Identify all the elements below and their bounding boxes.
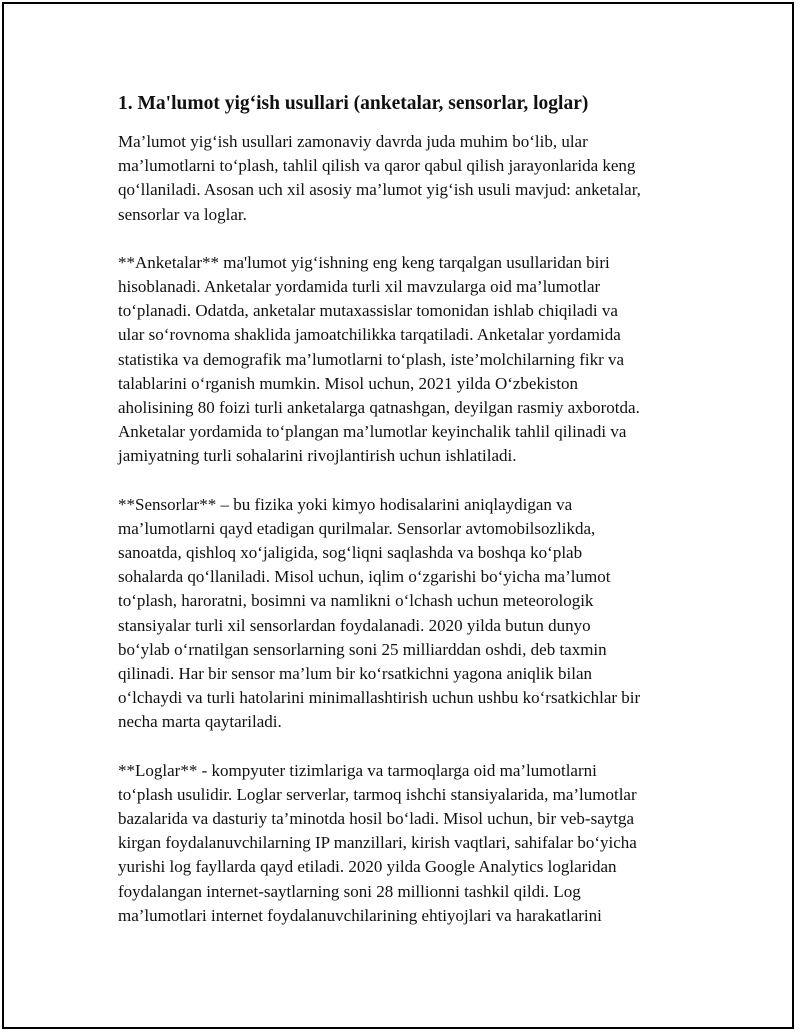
text-line: stansiyalar turli xil sensorlardan foydalanadi. 2020 yilda butun dunyo — [118, 615, 591, 635]
text-line: Ma’lumot yig‘ish usullari zamonaviy davrda juda muhim bo‘lib, ular — [118, 132, 588, 151]
text-line: bazalarida va dasturiy ta’minotda hosil bo‘ladi. Misol uchun, bir veb-saytga — [118, 809, 635, 829]
text-line: ma’lumotlari internet foydalanuvchilarining ehtiyojlari va harakatlarini — [118, 905, 602, 925]
paragraph-intro — [118, 130, 688, 227]
text-line: aholisining 80 foizi turli anketalarga qatnashgan, deyilgan rasmiy axborotda. — [118, 398, 640, 418]
text-line: ma’lumotlarni qayd etadigan qurilmalar. Sensorlar avtomobilsozlikda, — [118, 518, 596, 538]
text-line: yurishi log fayllarda qayd etiladi. 2020 yilda Google Analytics loglaridan — [118, 857, 617, 877]
text-line: to‘plash usulidir. Loglar serverlar, tarmoq ishchi stansiyalarida, ma’lumotlar — [118, 784, 637, 804]
paragraph-sensorlar — [118, 493, 688, 735]
text-line: to‘planadi. Odatda, anketalar mutaxassislar tomonidan ishlab chiqiladi va — [118, 301, 618, 321]
text-line: sohalarda qo‘llaniladi. Misol uchun, iqlim o‘zgarishi bo‘yicha ma’lumot — [118, 567, 611, 587]
text-line: jamiyatning turli sohalarini rivojlantirish uchun ishlatiladi. — [118, 446, 517, 466]
text-line: qo‘llaniladi. Asosan uch xil asosiy ma’lumot yig‘ish usuli mavjud: anketalar, — [118, 180, 641, 200]
text-line: **Anketalar** ma'lumot yig‘ishning eng keng tarqalgan usullaridan biri — [118, 252, 610, 272]
text-line: to‘plash, haroratni, bosimni va namlikni o‘lchash uchun meteorologik — [118, 591, 594, 611]
text-line: ular so‘rovnoma shaklida jamoatchilikka tarqatiladi. Anketalar yordamida — [118, 325, 621, 345]
text-line: qilinadi. Har bir sensor ma’lum bir ko‘rsatkichni yagona aniqlik bilan — [118, 664, 592, 684]
text-line: Anketalar yordamida to‘plangan ma’lumotlar keyinchalik tahlil qilinadi va — [118, 422, 627, 442]
text-line: necha marta qaytariladi. — [118, 712, 282, 732]
text-line: sensorlar va loglar. — [118, 204, 247, 224]
paragraph-anketalar — [118, 251, 688, 469]
section-heading: 1. Ma'lumot yig‘ish usullari (anketalar, sensorlar, loglar) — [118, 93, 589, 114]
text-line: foydalangan internet-saytlarning soni 28 millionni tashkil qildi. Log — [118, 881, 581, 901]
text-line: statistika va demografik ma’lumotlarni to‘plash, iste’molchilarning fikr va — [118, 349, 625, 369]
text-line: talablarini o‘rganish mumkin. Misol uchun, 2021 yilda O‘zbekiston — [118, 373, 579, 393]
text-line: **Sensorlar** – bu fizika yoki kimyo hodisalarini aniqlaydigan va — [118, 494, 573, 514]
text-line: ma’lumotlarni to‘plash, tahlil qilish va qaror qabul qilish jarayonlarida keng — [118, 156, 636, 176]
text-line: kirgan foydalanuvchilarning IP manzillari, kirish vaqtlari, sahifalar bo‘yicha — [118, 833, 637, 853]
text-line: o‘lchaydi va turli hatolarini minimallashtirish uchun ushbu ko‘rsatkichlar bir — [118, 688, 641, 708]
text-line: bo‘ylab o‘rnatilgan sensorlarning soni 25 milliarddan oshdi, deb taxmin — [118, 639, 607, 659]
paragraph-loglar — [118, 759, 688, 928]
document-body — [118, 92, 688, 952]
text-line: sanoatda, qishloq xo‘jaligida, sog‘liqni saqlashda va boshqa ko‘plab — [118, 543, 583, 563]
text-line: **Loglar** - kompyuter tizimlariga va tarmoqlarga oid ma’lumotlarni — [118, 760, 597, 780]
text-line: hisoblanadi. Anketalar yordamida turli xil mavzularga oid ma’lumotlar — [118, 277, 601, 297]
